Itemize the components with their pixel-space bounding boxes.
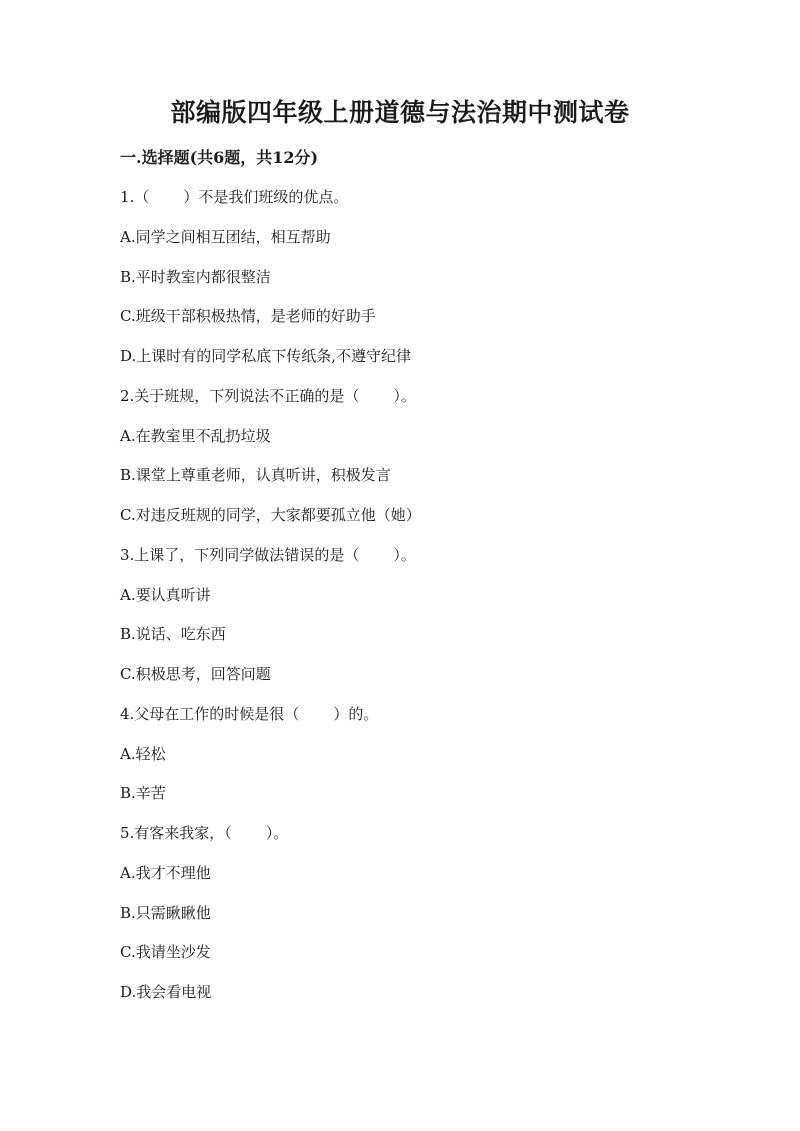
option-1c: C.班级干部积极热情，是老师的好助手	[120, 307, 376, 326]
option-5d: D.我会看电视	[120, 983, 212, 1001]
question-stem-4	[120, 703, 720, 743]
option-1b: B.平时教室内都很整洁	[120, 267, 271, 286]
question-stem-1	[120, 186, 720, 226]
section-heading: 一.选择题(共6题，共12分)	[120, 148, 319, 167]
question-list	[120, 186, 720, 1021]
stem-text: 5.有客来我家，（	[120, 824, 232, 842]
option-5c: C.我请坐沙发	[120, 943, 211, 962]
option-3a: A.要认真听讲	[120, 585, 211, 604]
question-stem-3	[120, 544, 720, 584]
question-stem-2	[120, 385, 720, 425]
option-3b: B.说话、吃东西	[120, 625, 226, 644]
option-2a: A.在教室里不乱扔垃圾	[120, 426, 271, 445]
stem-text: ）不是我们班级的优点。	[183, 188, 349, 206]
option-5a: A.我才不理他	[120, 863, 211, 882]
stem-text: 4.父母在工作的时候是很（	[120, 704, 300, 723]
stem-text: ）的。	[333, 704, 379, 723]
stem-text: 3.上课了，下列同学做法错误的是（	[120, 545, 360, 564]
option-5b: B.只需瞅瞅他	[120, 903, 211, 922]
option-4a: A.轻松	[120, 744, 166, 763]
option-1a: A.同学之间相互团结，相互帮助	[120, 227, 331, 246]
option-1d: D.上课时有的同学私底下传纸条,不遵守纪律	[120, 347, 412, 365]
question-stem-5	[120, 822, 720, 862]
option-2b: B.课堂上尊重老师，认真听讲，积极发言	[120, 466, 391, 485]
stem-text: ）。	[393, 386, 416, 405]
option-3c: C.积极思考，回答问题	[120, 665, 271, 683]
stem-text: ）。	[265, 824, 289, 842]
stem-text: 2.关于班规，下列说法不正确的是（	[120, 386, 360, 405]
stem-text: 1.（	[120, 188, 150, 206]
stem-text: ）。	[393, 545, 416, 564]
option-2c: C.对违反班规的同学，大家都要孤立他（她）	[120, 506, 421, 524]
page-title: 部编版四年级上册道德与法治期中测试卷	[170, 98, 630, 127]
option-4b: B.辛苦	[120, 784, 166, 803]
